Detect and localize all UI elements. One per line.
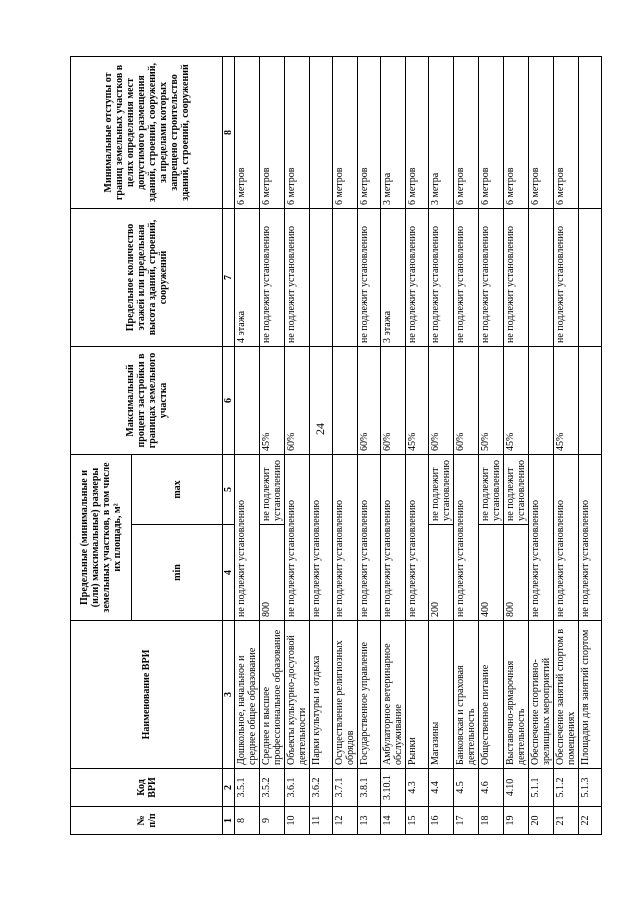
row-setback: 6 метров — [529, 56, 554, 208]
row-floors — [310, 208, 333, 346]
header-min: min — [132, 525, 223, 621]
row-coverage: 50% — [479, 346, 504, 454]
row-number: 8 — [235, 807, 260, 835]
row-area-min: не подлежит установлению — [406, 525, 429, 621]
row-number: 11 — [310, 807, 333, 835]
row-code: 3.5.2 — [260, 769, 285, 807]
table-row — [554, 56, 579, 834]
row-code: 4.4 — [429, 769, 454, 807]
row-coverage — [579, 346, 602, 454]
row-name: Обеспечение спортивно-зрелищных мероприятий — [529, 621, 554, 769]
row-area-min: 200 — [429, 525, 454, 621]
row-coverage — [235, 346, 260, 454]
row-number: 15 — [406, 807, 429, 835]
row-coverage — [529, 346, 554, 454]
row-name: Обеспечение занятий спортом в помещениях — [554, 621, 579, 769]
row-code: 3.8.1 — [358, 769, 381, 807]
row-code: 3.6.2 — [310, 769, 333, 807]
row-number: 21 — [554, 807, 579, 835]
row-floors: не подлежит установлению — [406, 208, 429, 346]
zoning-table — [70, 56, 602, 835]
row-floors: не подлежит установлению — [285, 208, 310, 346]
col-num-4: 4 — [223, 525, 235, 621]
row-number: 10 — [285, 807, 310, 835]
row-name: Рынки — [406, 621, 429, 769]
row-setback: 6 метров — [260, 56, 285, 208]
row-setback: 6 метров — [333, 56, 358, 208]
row-name: Банковская и страховая деятельность — [454, 621, 479, 769]
row-name: Государственное управление — [358, 621, 381, 769]
row-setback — [579, 56, 602, 208]
table-row — [479, 56, 504, 834]
row-name: Парки культуры и отдыха — [310, 621, 333, 769]
row-number: 14 — [381, 807, 406, 835]
row-code: 5.1.1 — [529, 769, 554, 807]
row-setback: 6 метров — [285, 56, 310, 208]
row-code: 4.5 — [454, 769, 479, 807]
header-row-1 — [71, 56, 132, 834]
row-floors: не подлежит установлению — [504, 208, 529, 346]
row-floors: 4 этажа — [235, 208, 260, 346]
row-code: 3.10.1 — [381, 769, 406, 807]
row-coverage — [333, 346, 358, 454]
row-area-min: 800 — [260, 525, 285, 621]
row-coverage: 45% — [504, 346, 529, 454]
row-name: Магазины — [429, 621, 454, 769]
header-code: Код ВРИ — [71, 769, 223, 807]
row-name: Объекты культурно-досуговой деятельности — [285, 621, 310, 769]
row-name: Площадки для занятий спортом — [579, 621, 602, 769]
row-coverage: 60% — [454, 346, 479, 454]
row-setback: 6 метров — [358, 56, 381, 208]
page-number: 24 — [313, 423, 327, 435]
row-floors — [579, 208, 602, 346]
row-setback: 6 метров — [454, 56, 479, 208]
col-num-6: 6 — [223, 346, 235, 454]
header-coverage: Максимальный процент застройки в границах земельного участка — [71, 346, 223, 454]
row-number: 16 — [429, 807, 454, 835]
col-num-5: 5 — [223, 454, 235, 524]
row-setback — [310, 56, 333, 208]
header-floors: Предельное количество этажей или предельная высота зданий, строений, сооружений — [71, 208, 223, 346]
row-area-min: не подлежит установлению — [454, 525, 479, 621]
row-number: 13 — [358, 807, 381, 835]
row-area-max: не подлежит установлению — [260, 454, 285, 524]
row-code: 4.6 — [479, 769, 504, 807]
header-name: Наименование ВРИ — [71, 621, 223, 769]
row-area-max: не подлежит установлению — [479, 454, 504, 524]
row-coverage: 45% — [406, 346, 429, 454]
row-code: 4.10 — [504, 769, 529, 807]
row-code: 4.3 — [406, 769, 429, 807]
row-setback: 6 метров — [479, 56, 504, 208]
row-floors: не подлежит установлению — [454, 208, 479, 346]
col-num-7: 7 — [223, 208, 235, 346]
row-coverage: 60% — [285, 346, 310, 454]
header-setback: Минимальные отступы от границ земельных участков в целях определения мест допустимого размещения зданий, строений, сооружений, за пределами которых запрещено строительство зданий, строений, сооружений — [71, 56, 223, 208]
header-max: max — [132, 454, 223, 524]
row-coverage — [310, 346, 333, 454]
row-coverage: 60% — [381, 346, 406, 454]
row-coverage: 60% — [429, 346, 454, 454]
row-number: 22 — [579, 807, 602, 835]
table-row — [310, 56, 333, 834]
row-coverage: 60% — [358, 346, 381, 454]
row-area-max: не подлежит установлению — [429, 454, 454, 524]
row-number: 9 — [260, 807, 285, 835]
row-floors: не подлежит установлению — [358, 208, 381, 346]
row-area-min: не подлежит установлению — [310, 525, 333, 621]
row-setback: 3 метра — [429, 56, 454, 208]
col-num-3: 3 — [223, 621, 235, 769]
row-number: 19 — [504, 807, 529, 835]
row-area-min: не подлежит установлению — [235, 525, 260, 621]
row-area-min: не подлежит установлению — [285, 525, 310, 621]
row-setback: 6 метров — [504, 56, 529, 208]
row-code: 3.5.1 — [235, 769, 260, 807]
table-row — [579, 56, 602, 834]
row-number: 12 — [333, 807, 358, 835]
table-row — [429, 56, 454, 834]
row-name: Среднее и высшее профессиональное образование — [260, 621, 285, 769]
row-setback: 6 метров — [554, 56, 579, 208]
table-row — [406, 56, 429, 834]
row-area-min: не подлежит установлению — [333, 525, 358, 621]
row-floors: не подлежит установлению — [260, 208, 285, 346]
row-area-min: не подлежит установлению — [554, 525, 579, 621]
col-num-8: 8 — [223, 56, 235, 208]
col-num-1: 1 — [223, 807, 235, 835]
table-row — [529, 56, 554, 834]
row-floors: не подлежит установлению — [429, 208, 454, 346]
row-coverage: 45% — [554, 346, 579, 454]
row-code: 5.1.3 — [579, 769, 602, 807]
row-floors — [529, 208, 554, 346]
row-code: 3.7.1 — [333, 769, 358, 807]
table-row — [235, 56, 260, 834]
row-floors: 3 этажа — [381, 208, 406, 346]
row-number: 20 — [529, 807, 554, 835]
header-num: № п/п — [71, 807, 223, 835]
row-floors — [333, 208, 358, 346]
table-row — [285, 56, 310, 834]
row-floors: не подлежит установлению — [479, 208, 504, 346]
row-number: 18 — [479, 807, 504, 835]
col-num-2: 2 — [223, 769, 235, 807]
row-name: Выставочно-ярмарочная деятельность — [504, 621, 529, 769]
row-coverage: 45% — [260, 346, 285, 454]
row-area-min: не подлежит установлению — [529, 525, 554, 621]
row-setback: 6 метров — [406, 56, 429, 208]
table-row — [381, 56, 406, 834]
row-name: Осуществление религиозных обрядов — [333, 621, 358, 769]
row-setback: 3 метра — [381, 56, 406, 208]
row-code: 5.1.2 — [554, 769, 579, 807]
row-floors: не подлежит установлению — [554, 208, 579, 346]
row-name: Общественное питание — [479, 621, 504, 769]
row-name: Амбулаторное ветеринарное обслуживание — [381, 621, 406, 769]
row-area-min: 400 — [479, 525, 504, 621]
row-area-min: 800 — [504, 525, 529, 621]
row-number: 17 — [454, 807, 479, 835]
table-row — [454, 56, 479, 834]
row-name: Дошкольное, начальное и среднее общее образование — [235, 621, 260, 769]
table-row — [333, 56, 358, 834]
column-number-row — [223, 56, 235, 834]
table-row — [260, 56, 285, 834]
row-area-min: не подлежит установлению — [381, 525, 406, 621]
row-area-min: не подлежит установлению — [579, 525, 602, 621]
header-area-group: Предельные (минимальные и (или) максимальные) размеры земельных участков, в том числе их площадь, м² — [71, 454, 132, 620]
row-setback: 6 метров — [235, 56, 260, 208]
table-row — [504, 56, 529, 834]
rotated-page — [70, 57, 602, 835]
row-area-min: не подлежит установлению — [358, 525, 381, 621]
row-area-max: не подлежит установлению — [504, 454, 529, 524]
table-row — [358, 56, 381, 834]
row-code: 3.6.1 — [285, 769, 310, 807]
